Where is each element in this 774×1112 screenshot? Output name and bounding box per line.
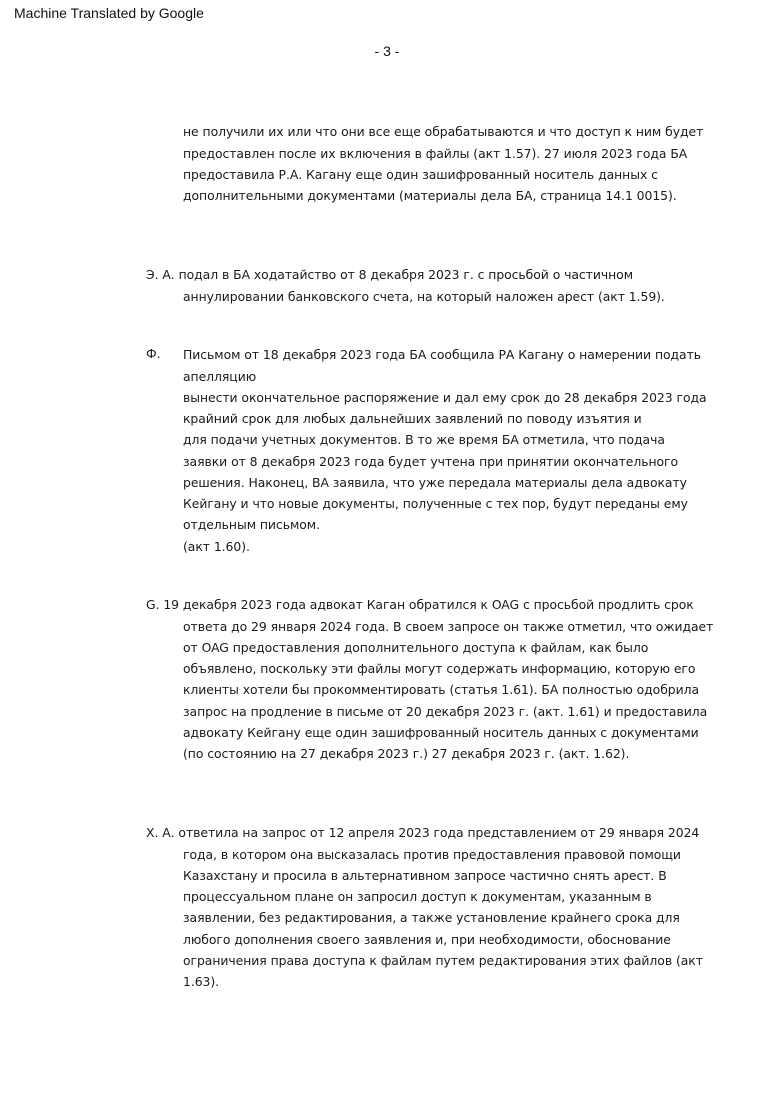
text-line: решения. Наконец, ВА заявила, что уже передала материалы дела адвокату [183,475,687,490]
text-line: Письмом от 18 декабря 2023 года БА сообщила РА Кагану о намерении подать [183,347,702,362]
text-line: вынести окончательное распоряжение и дал ему срок до 28 декабря 2023 года [183,390,707,405]
text-line: клиенты хотели бы прокомментировать (статья 1.61). БА полностью одобрила [183,682,700,697]
text-line: ответа до 29 января 2024 года. В своем запросе он также отметил, что ожидает [183,619,714,634]
text-line: года, в котором она высказалась против предоставления правовой помощи [183,847,681,862]
text-line: от OAG предоставления дополнительного доступа к файлам, как было [183,640,649,655]
text-line: процессуальном плане он запросил доступ к документам, указанным в [183,889,652,904]
text-line: объявлено, поскольку эти файлы могут содержать информацию, которую его [183,661,696,676]
text-line: Кейгану и что новые документы, полученные с тех пор, будут переданы ему [183,496,688,511]
text-line: Э. А. подал в БА ходатайство от 8 декабря 2023 г. с просьбой о частичном [146,267,634,282]
text-line: предоставила Р.А. Кагану еще один зашифрованный носитель данных с [183,167,658,182]
text-line: запрос на продление в письме от 20 декабря 2023 г. (акт. 1.61) и предоставила [183,704,708,719]
text-line: (акт 1.60). [183,539,250,554]
text-line: крайний срок для любых дальнейших заявлений по поводу изъятия и [183,411,642,426]
text-line: аннулировании банковского счета, на который наложен арест (акт 1.59). [183,289,665,304]
text-line: дополнительными документами (материалы дела БА, страница 14.1 0015). [183,188,677,203]
text-line: для подачи учетных документов. В то же время БА отметила, что подача [183,432,665,447]
text-line: ограничения права доступа к файлам путем редактирования этих файлов (акт [183,953,703,968]
text-line: 1.63). [183,974,220,989]
text-line: апелляцию [183,369,257,384]
machine-translation-banner: Machine Translated by Google [14,5,204,21]
page-number: - 3 - [374,43,400,59]
paragraph-marker: Ф. [146,346,161,361]
text-line: Казахстану и просила в альтернативном запросе частично снять арест. В [183,868,667,883]
text-line: адвокату Кейгану еще один зашифрованный носитель данных с документами [183,725,699,740]
text-line: заявлении, без редактирования, а также установление крайнего срока для [183,910,680,925]
text-line: заявки от 8 декабря 2023 года будет учтена при принятии окончательного [183,454,679,469]
text-line: предоставлен после их включения в файлы (акт 1.57). 27 июля 2023 года БА [183,146,688,161]
text-line: (по состоянию на 27 декабря 2023 г.) 27 декабря 2023 г. (акт. 1.62). [183,746,630,761]
text-line: Х. А. ответила на запрос от 12 апреля 2023 года представлением от 29 января 2024 [146,825,700,840]
text-line: отдельным письмом. [183,517,320,532]
text-line: не получили их или что они все еще обрабатываются и что доступ к ним будет [183,124,704,139]
text-line: любого дополнения своего заявления и, при необходимости, обоснование [183,932,671,947]
text-line: G. 19 декабря 2023 года адвокат Каган обратился к OAG с просьбой продлить срок [146,597,694,612]
